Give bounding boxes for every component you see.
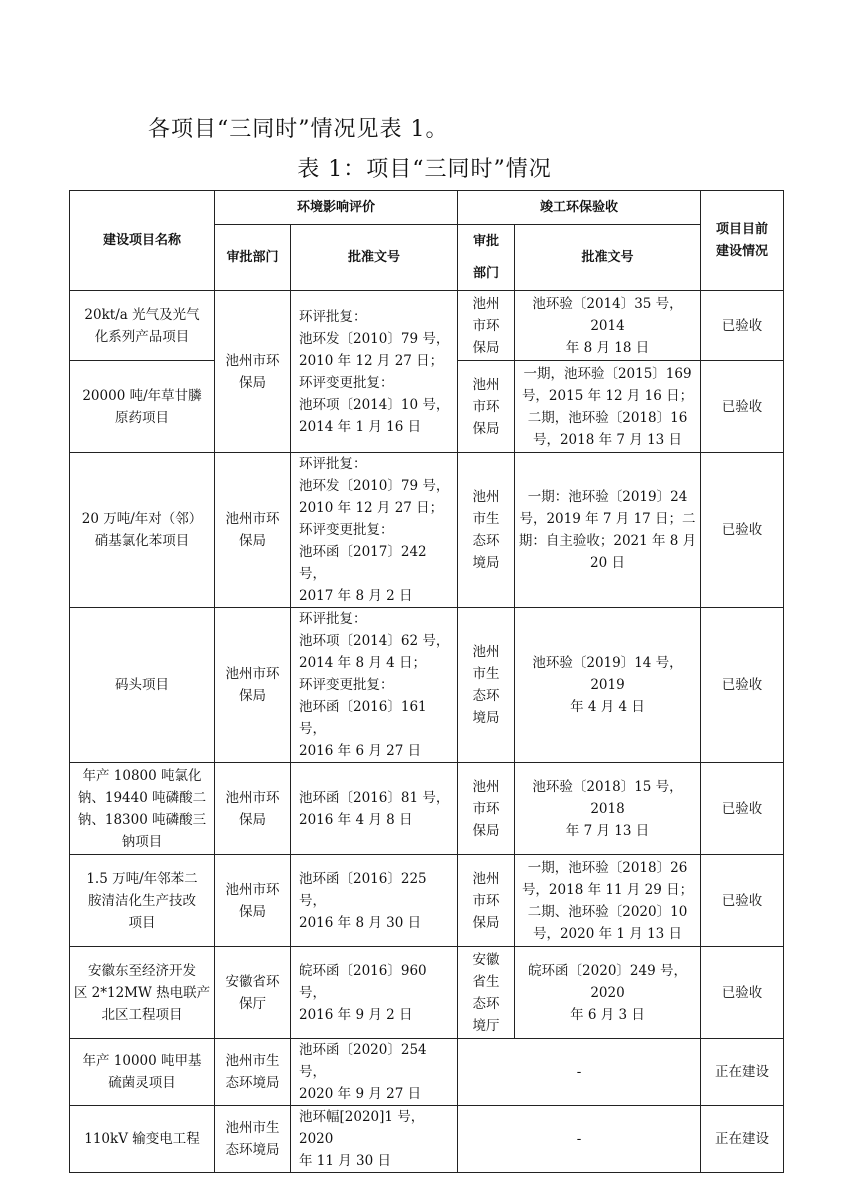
project-name-cell: [70, 361, 215, 453]
cell-line: 池州市环: [225, 789, 280, 806]
cell-line: 池环发〔2010〕79 号，: [299, 330, 450, 347]
cell-line: 110kV 输变电工程: [84, 1131, 200, 1147]
cell-line: 市环: [472, 398, 500, 415]
cell-line: 2016 年 4 月 8 日: [299, 811, 413, 828]
table-row: [70, 453, 784, 608]
eia-doc-cell: [291, 947, 458, 1039]
header-acceptance-doc: 批准文号: [515, 225, 701, 291]
three-simultaneous-table: [69, 190, 784, 1173]
eia-doc-cell: [291, 291, 458, 453]
eia-dept-cell: [215, 453, 291, 608]
cell-line: 保厅: [239, 995, 266, 1012]
header-approval-dept: 审批部门: [215, 225, 291, 291]
cell-line: 年产 10000 吨甲基: [82, 1053, 202, 1069]
cell-line: 号，2015 年 12 月 16 日；: [521, 387, 694, 404]
cell-line: 环评变更批复：: [299, 374, 394, 391]
cell-line: 硝基氯化苯项目: [94, 533, 190, 549]
cell-line: 池州市环: [225, 666, 280, 682]
cell-line: 保局: [239, 903, 266, 920]
cell-line: 年 7 月 13 日: [565, 822, 650, 839]
header-project-name: 建设项目名称: [70, 191, 215, 291]
cell-line: 年 11 月 30 日: [299, 1153, 392, 1169]
cell-line: 年 6 月 3 日: [570, 1006, 645, 1023]
cell-line: 一期：池环验〔2019〕24: [527, 489, 688, 505]
cell-line: 池环项〔2014〕10 号，: [299, 396, 450, 413]
cell-line: 境局: [472, 555, 500, 571]
cell-line: 境厅: [472, 1017, 500, 1034]
cell-line: 池环函〔2016〕225 号，: [299, 870, 427, 909]
cell-line: 池环项〔2014〕62 号，: [299, 633, 450, 649]
acceptance-doc-cell: [515, 361, 701, 453]
eia-dept-cell: [215, 1039, 291, 1106]
cell-line: 20kt/a 光气及光气: [84, 306, 200, 323]
cell-line: 池州: [472, 376, 500, 393]
cell-line: 2020 年 9 月 27 日: [299, 1086, 422, 1102]
acceptance-dept-cell: [458, 453, 515, 608]
eia-dept-cell: [215, 608, 291, 763]
cell-line: 环评批复：: [299, 456, 367, 472]
cell-line: 化系列产品项目: [94, 328, 190, 345]
header-acceptance-dept: 审批 部门: [458, 225, 515, 291]
acceptance-doc-cell: [515, 453, 701, 608]
cell-line: 保局: [239, 811, 266, 828]
header-acceptance-group: 竣工环保验收: [458, 191, 701, 225]
cell-line: 池州市环: [225, 881, 280, 898]
acceptance-merged-cell: -: [458, 1106, 701, 1173]
cell-line: 保局: [472, 420, 500, 437]
status-cell: 已验收: [701, 608, 784, 763]
cell-line: 2016 年 8 月 30 日: [299, 914, 422, 931]
cell-line: 2016 年 9 月 2 日: [299, 1006, 413, 1023]
project-name-cell: [70, 291, 215, 361]
cell-line: 号，2018 年 11 月 29 日；: [521, 881, 694, 898]
cell-line: 态环: [472, 688, 500, 704]
cell-line: 池州: [472, 489, 500, 505]
eia-doc-cell: [291, 1106, 458, 1173]
header-eia-group: 环境影响评价: [215, 191, 458, 225]
status-cell: 已验收: [701, 763, 784, 855]
cell-line: 原药项目: [115, 409, 169, 426]
cell-line: 钠、18300 吨磷酸三: [77, 811, 207, 828]
cell-line: 池环发〔2010〕79 号，: [299, 478, 450, 494]
cell-line: 北区工程项目: [101, 1006, 183, 1023]
table-caption: 表 1：项目“三同时”情况: [297, 157, 552, 182]
eia-doc-cell: [291, 763, 458, 855]
cell-line: 2017 年 8 月 2 日: [299, 588, 413, 604]
table-row: [70, 1039, 784, 1106]
cell-line: 硫菌灵项目: [108, 1075, 176, 1091]
cell-line: 胺清洁化生产技改: [88, 892, 196, 909]
cell-line: 2014 年 1 月 16 日: [299, 418, 422, 435]
cell-line: 安徽东至经济开发: [88, 962, 196, 979]
cell-line: 市生: [472, 666, 500, 682]
acceptance-doc-cell: [515, 947, 701, 1039]
cell-line: 池环函〔2020〕254 号，: [299, 1042, 427, 1080]
cell-line: 池州: [472, 870, 500, 887]
status-cell: 已验收: [701, 855, 784, 947]
acceptance-dept-cell: [458, 608, 515, 763]
project-name-cell: [70, 608, 215, 763]
status-cell: 正在建设: [701, 1039, 784, 1106]
cell-line: 码头项目: [115, 677, 169, 693]
eia-dept-cell: [215, 291, 291, 453]
cell-line: 态环: [472, 995, 500, 1012]
header-approval-doc: 批准文号: [291, 225, 458, 291]
cell-line: 池环函〔2017〕242 号，: [299, 544, 427, 582]
cell-line: 保局: [472, 339, 500, 356]
cell-line: 安徽: [472, 951, 500, 968]
eia-dept-cell: [215, 1106, 291, 1173]
acceptance-dept-cell: [458, 947, 515, 1039]
cell-line: 20 日: [590, 555, 626, 571]
eia-doc-cell: [291, 608, 458, 763]
cell-line: 池州: [472, 295, 500, 312]
cell-line: 保局: [472, 822, 500, 839]
cell-line: 号，2019 年 7 月 17 日；二: [519, 511, 696, 527]
cell-line: 2016 年 6 月 27 日: [299, 743, 422, 759]
cell-line: 环评变更批复：: [299, 677, 394, 693]
cell-line: 态环境局: [225, 1142, 280, 1158]
acceptance-dept-cell: [458, 855, 515, 947]
cell-line: 2010 年 12 月 27 日；: [299, 352, 444, 369]
cell-line: 保局: [472, 914, 500, 931]
eia-doc-cell: [291, 1039, 458, 1106]
table-row: [70, 291, 784, 361]
cell-line: 皖环函〔2016〕960 号，: [299, 962, 427, 1001]
table-row: [70, 608, 784, 763]
status-cell: 已验收: [701, 361, 784, 453]
cell-line: 池环验〔2019〕14 号，2019: [532, 655, 683, 693]
cell-line: 皖环函〔2020〕249 号，2020: [528, 962, 687, 1001]
project-name-cell: [70, 1039, 215, 1106]
cell-line: 境局: [472, 710, 500, 726]
eia-dept-cell: [215, 763, 291, 855]
cell-line: 一期，池环验〔2018〕26: [527, 859, 688, 876]
cell-line: 安徽省环: [225, 973, 280, 990]
eia-dept-cell: [215, 855, 291, 947]
cell-line: 20000 吨/年草甘膦: [82, 387, 202, 404]
project-name-cell: [70, 1106, 215, 1173]
cell-line: 池环幅[2020]1 号，2020: [299, 1109, 425, 1147]
cell-line: 钠项目: [121, 833, 163, 850]
cell-line: 号，2018 年 7 月 13 日: [532, 431, 683, 448]
cell-line: 期：自主验收；2021 年 8 月: [518, 533, 697, 549]
cell-line: 二期，池环验〔2018〕16: [527, 409, 688, 426]
status-cell: 正在建设: [701, 1106, 784, 1173]
cell-line: 保局: [239, 374, 266, 391]
cell-line: 2010 年 12 月 27 日；: [299, 500, 444, 516]
acceptance-doc-cell: [515, 763, 701, 855]
table-body: [70, 291, 784, 1173]
cell-line: 号，2020 年 1 月 13 日: [532, 925, 683, 942]
header-status: 项目目前 建设情况: [701, 191, 784, 291]
cell-line: 一期，池环验〔2015〕169: [523, 365, 692, 382]
cell-line: 环评变更批复：: [299, 522, 394, 538]
acceptance-doc-cell: [515, 855, 701, 947]
cell-line: 态环境局: [225, 1075, 280, 1091]
acceptance-merged-cell: -: [458, 1039, 701, 1106]
cell-line: 保局: [239, 533, 266, 549]
cell-line: 项目: [128, 914, 156, 931]
cell-line: 环评批复：: [299, 308, 367, 325]
cell-line: 1.5 万吨/年邻苯二: [86, 870, 198, 887]
cell-line: 池州: [472, 644, 500, 660]
cell-line: 池环函〔2016〕81 号，: [299, 789, 450, 806]
cell-line: 20 万吨/年对（邻）: [81, 511, 203, 527]
cell-line: 省生: [472, 973, 500, 990]
cell-line: 池环验〔2018〕15 号，2018: [532, 778, 683, 817]
table-row: [70, 1106, 784, 1173]
cell-line: 环评批复：: [299, 611, 367, 627]
project-name-cell: [70, 855, 215, 947]
cell-line: 池环函〔2016〕161 号，: [299, 699, 427, 737]
status-cell: 已验收: [701, 291, 784, 361]
cell-line: 区 2*12MW 热电联产: [73, 984, 211, 1001]
cell-line: 年 4 月 4 日: [570, 699, 645, 715]
cell-line: 市环: [472, 892, 500, 909]
cell-line: 年产 10800 吨氯化: [82, 767, 202, 784]
acceptance-dept-cell: [458, 763, 515, 855]
acceptance-doc-cell: [515, 608, 701, 763]
project-name-cell: [70, 763, 215, 855]
eia-doc-cell: [291, 453, 458, 608]
cell-line: 年 8 月 18 日: [565, 339, 650, 356]
table-row: [70, 855, 784, 947]
cell-line: 市环: [472, 800, 500, 817]
cell-line: 态环: [472, 533, 500, 549]
cell-line: 池州: [472, 778, 500, 795]
project-name-cell: [70, 947, 215, 1039]
cell-line: 2014 年 8 月 4 日；: [299, 655, 426, 671]
table-row: [70, 763, 784, 855]
acceptance-dept-cell: [458, 291, 515, 361]
intro-text: 各项目“三同时”情况见表 1。: [148, 117, 449, 142]
acceptance-doc-cell: [515, 291, 701, 361]
cell-line: 保局: [239, 688, 266, 704]
cell-line: 池州市环: [225, 511, 280, 527]
cell-line: 市生: [472, 511, 500, 527]
eia-dept-cell: [215, 947, 291, 1039]
cell-line: 池州市生: [225, 1053, 280, 1069]
status-cell: 已验收: [701, 947, 784, 1039]
cell-line: 池环验〔2014〕35 号，2014: [532, 295, 683, 334]
eia-doc-cell: [291, 855, 458, 947]
project-name-cell: [70, 453, 215, 608]
table-row: [70, 947, 784, 1039]
acceptance-dept-cell: [458, 361, 515, 453]
cell-line: 二期、池环验〔2020〕10: [527, 903, 688, 920]
cell-line: 池州市生: [225, 1120, 280, 1136]
cell-line: 钠、19440 吨磷酸二: [77, 789, 207, 806]
cell-line: 市环: [472, 317, 500, 334]
status-cell: 已验收: [701, 453, 784, 608]
cell-line: 池州市环: [225, 352, 280, 369]
